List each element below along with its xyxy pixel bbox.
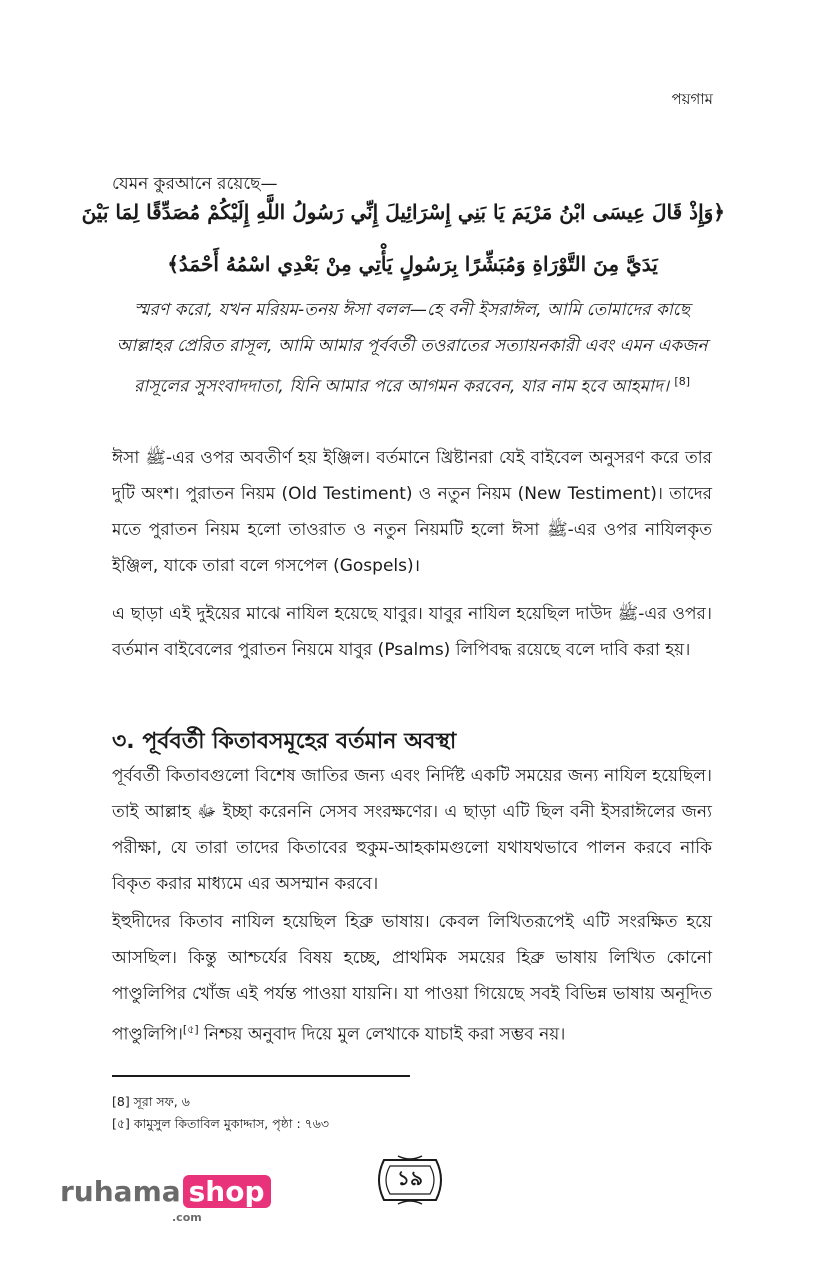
paragraph-injil: ঈসা ﷺ-এর ওপর অবতীর্ণ হয় ইঞ্জিল। বর্তমানে খ্রিষ্টানরা যেই বাইবেল অনুসরণ করে তার দুটি অংশ। পুরাতন নিয়ম (Old Testiment) ও নতুন নিয়ম (New Testiment)। তাদের মতে পুরাতন নিয়ম হলো তাওরাত ও নতুন নিয়মটি হলো ঈসা ﷺ-এর ওপর নাযিলকৃত ইঞ্জিল, যাকে তারা বলে গসপেল (Gospels)। [112, 448, 712, 576]
translation-text: স্মরণ করো, যখন মরিয়ম-তনয় ঈসা বলল—হে বনী ইসরাঈল, আমি তোমাদের কাছে আল্লাহর প্রেরিত রাসূল, আমি আমার পূর্ববর্তী তওরাতের সত্যায়নকারী এবং এমন একজন রাসূলের সুসংবাদদাতা, যিনি আমার পরে আগমন করবেন, যার নাম হবে আহমাদ। [116, 300, 708, 397]
watermark-com: .com [172, 1211, 202, 1224]
verse-translation [112, 292, 712, 405]
watermark-ruhama: ruhama [60, 1175, 181, 1208]
footnote-ref-5[interactable]: [৫] [182, 1023, 199, 1036]
running-header: পয়গাম [671, 90, 713, 108]
section-heading: ৩. পূর্ববর্তী কিতাবসমূহের বর্তমান অবস্থা [112, 729, 457, 754]
paragraph-hebrew-text: ইহুদীদের কিতাব নাযিল হয়েছিল হিব্রু ভাষায়। কেবল লিখিতরূপেই এটি সংরক্ষিত হয়ে আসছিল। কিন্তু আশ্চর্যের বিষয় হচ্ছে, প্রাথমিক সময়ের হিব্রু ভাষায় লিখিত কোনো পাণ্ডুলিপির খোঁজ এই পর্যন্ত পাওয়া যায়নি। যা পাওয়া গিয়েছে সবই বিভিন্ন ভাষায় অনূদিত পাণ্ডুলিপি। [112, 912, 712, 1045]
footnote-divider [112, 1075, 410, 1077]
quran-verse-line-1: ﴿وَإِذْ قَالَ عِيسَى ابْنُ مَرْيَمَ يَا بَنِي إِسْرَائِيلَ إِنِّي رَسُولُ اللَّهِ إِلَيْكُمْ مُصَدِّقًا لِمَا بَيْنَ [81, 200, 725, 224]
paragraph-hebrew [112, 904, 712, 1053]
page-number-ornament [372, 1150, 448, 1210]
paragraph-zabur: এ ছাড়া এই দুইয়ের মাঝে নাযিল হয়েছে যাবুর। যাবুর নাযিল হয়েছিল দাউদ ﷺ-এর ওপর। বর্তমান বাইবেলের পুরাতন নিয়মে যাবুর (Psalms) লিপিবদ্ধ রয়েছে বলে দাবি করা হয়। [112, 604, 712, 660]
footnote-ref-4[interactable]: [8] [674, 375, 690, 388]
intro-line: যেমন কুরআনে রয়েছে— [112, 174, 278, 194]
footnote-4: [8] সূরা সফ, ৬ [112, 1094, 190, 1109]
footnote-5: [৫] কামুসুল কিতাবিল মুকাদ্দাস, পৃষ্ঠা : ৭৬৩ [112, 1116, 330, 1131]
page-number: ১৯ [397, 1166, 423, 1190]
quran-verse-line-2: يَدَيَّ مِنَ التَّوْرَاةِ وَمُبَشِّرًا بِرَسُولٍ يَأْتِي مِنْ بَعْدِي اسْمُهُ أَحْمَدُ﴾ [167, 252, 658, 276]
watermark-shop: shop [183, 1175, 271, 1208]
paragraph-previous-books: পূর্ববর্তী কিতাবগুলো বিশেষ জাতির জন্য এবং নির্দিষ্ট একটি সময়ের জন্য নাযিল হয়েছিল। তাই আল্লাহ ﷻ ইচ্ছা করেননি সেসব সংরক্ষণের। এ ছাড়া এটি ছিল বনী ইসরাঈলের জন্য পরীক্ষা, যে তারা তাদের কিতাবের হুকুম-আহকামগুলো যথাযথভাবে পালন করবে নাকি বিকৃত করার মাধ্যমে এর অসম্মান করবে। [112, 766, 712, 894]
paragraph-hebrew-text-end: নিশ্চয় অনুবাদ দিয়ে মুল লেখাকে যাচাই করা সম্ভব নয়। [198, 1024, 566, 1045]
watermark-logo [60, 1175, 271, 1224]
